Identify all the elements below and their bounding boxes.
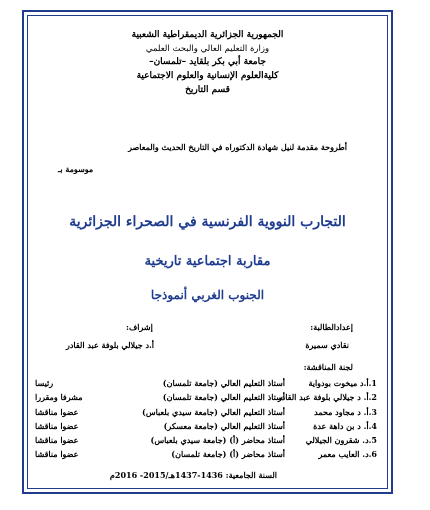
member-name: 4.أ. د بن داهة عدة: [313, 420, 377, 431]
member-name: 5.د. شقرون الجيلالي: [305, 435, 377, 446]
titled-label: موسومة بـ: [58, 164, 94, 174]
member-name: 6.د. العايب معمر: [318, 449, 377, 460]
title-page: [30, 18, 385, 486]
member-role: عضوا مناقشا: [35, 406, 79, 417]
member-rank: أستاذ التعليم العالي (جامعة تلمسان): [162, 392, 285, 403]
thesis-case: الجنوب الغربي أنموذجا: [150, 288, 265, 302]
member-name: 2.أ. د جيلالي بلوفة عبد القادر: [277, 392, 377, 403]
committee-row: [35, 435, 377, 449]
member-role: عضوا مناقشا: [35, 420, 79, 431]
member-name: 3.أ. د مجاود محمد: [314, 406, 377, 417]
committee-row: [35, 407, 377, 421]
committee-row: [35, 449, 377, 463]
author-label: إعدادالطالبة:: [310, 322, 353, 332]
author-name: نقادي سميرة: [305, 340, 349, 350]
university-line: جامعة أبي بكر بلقايد –تلمسان–: [149, 57, 266, 67]
department-line: قسم التاريخ: [185, 85, 230, 95]
committee-row: [35, 421, 377, 435]
committee-list: [35, 378, 377, 464]
academic-year: السنة الجامعية: 1436-1437هـ/2015- 2016م: [109, 470, 277, 480]
member-role: عضوا مناقشا: [35, 435, 79, 446]
member-role: مشرفا ومقررا: [35, 392, 83, 403]
member-name: 1.أ.د ميخوت بودواية: [308, 378, 377, 388]
supervisor-label: إشراف:: [126, 322, 153, 332]
member-rank: أستاذ محاضر (أ) (جامعة سيدي بلعباس): [150, 435, 285, 446]
committee-row: [35, 392, 377, 406]
thesis-title: التجارب النووية الفرنسية في الصحراء الجزائرية: [69, 214, 346, 230]
faculty-line: كليةالعلوم الإنسانية والعلوم الاجتماعية: [136, 71, 279, 81]
member-rank: أستاذ التعليم العالي (جامعة سيدي بلعباس): [142, 406, 285, 417]
republic-line: الجمهورية الجزائرية الديمقراطية الشعبية: [131, 30, 284, 40]
member-rank: أستاذ محاضر (أ) (جامعة تلمسان): [171, 449, 285, 460]
member-rank: أستاذ التعليم العالي (جامعة تلمسان): [162, 378, 285, 388]
ministry-line: وزارة التعليم العالي والبحث العلمي: [145, 44, 270, 54]
member-role: عضوا مناقشا: [35, 449, 79, 460]
thesis-line: أطروحة مقدمة لنيل شهادة الدكتوراه في التاريخ الحديث والمعاصر: [128, 142, 347, 152]
member-role: رئيسا: [35, 378, 54, 388]
member-rank: أستاذ التعليم العالي (جامعة معسكر): [163, 420, 285, 431]
committee-row: [35, 378, 377, 392]
committee-label: لجنة المناقشة:: [303, 362, 353, 372]
thesis-subtitle: مقاربة اجتماعية تاريخية: [144, 254, 271, 269]
supervisor-name: أ.د جيلالي بلوفة عبد القادر: [66, 340, 155, 350]
